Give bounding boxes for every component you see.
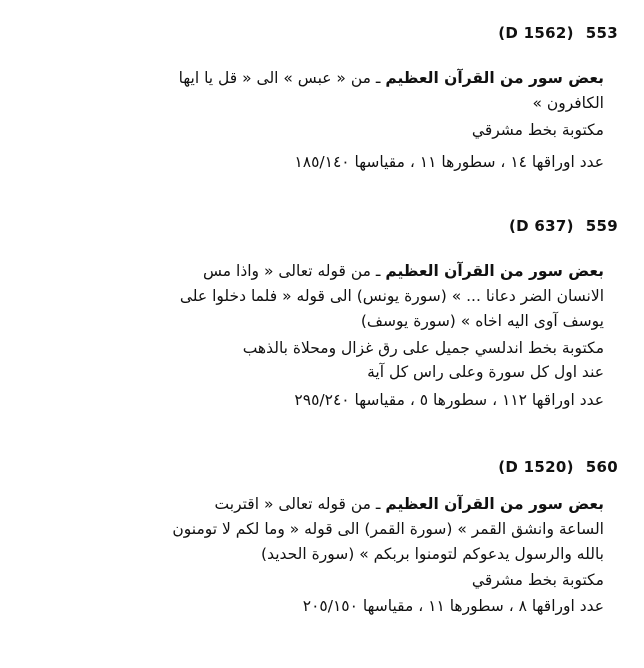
description-line: الكافرون »: [532, 94, 604, 112]
description-line: بالله والرسول يدعوكم لتومنوا بربكم » (سورة الحديد): [261, 545, 604, 563]
description-line: [215, 494, 604, 514]
entry-header: [498, 458, 618, 476]
physical-description: عدد اوراقها ١٤ ، سطورها ١١ ، مقياسها ١٨٥/١٤٠: [294, 153, 604, 171]
entry-title: بعض سور من القرآن العظيم: [385, 262, 604, 280]
script-description: مكتوبة بخط مشرقي: [471, 571, 604, 589]
shelfmark: (D 637): [508, 217, 574, 235]
script-description: مكتوبة بخط اندلسي جميل على رق غزال ومحلاة بالذهب: [242, 339, 604, 357]
entry-header: [509, 217, 618, 235]
entry-number: 559: [585, 217, 618, 235]
description-line: الساعة وانشق القمر » (سورة القمر) الى قوله « وما لكم لا تومنون: [172, 520, 604, 538]
description-text: ـ من « عبس » الى « قل يا ايها: [178, 69, 386, 87]
script-description: مكتوبة بخط مشرقي: [471, 121, 604, 139]
entry-number: 560: [585, 458, 618, 476]
description-line: [179, 68, 604, 88]
entry-number: 553: [585, 24, 618, 42]
entry-title: بعض سور من القرآن العظيم: [385, 69, 604, 87]
shelfmark: (D 1520): [498, 458, 574, 476]
description-line: [203, 261, 604, 281]
description-line: يوسف آوى اليه اخاه » (سورة يوسف): [360, 312, 604, 330]
description-text: ـ من قوله تعالى « اقتربت: [214, 495, 386, 513]
entry-title: بعض سور من القرآن العظيم: [385, 495, 604, 513]
description-text: ـ من قوله تعالى « واذا مس: [203, 262, 386, 280]
script-description: عند اول كل سورة وعلى راس كل آية: [367, 363, 604, 381]
entry-header: [498, 24, 618, 42]
physical-description: عدد اوراقها ٨ ، سطورها ١١ ، مقياسها ٢٠٥/١٥٠: [302, 597, 604, 615]
description-line: الانسان الضر دعانا ... » (سورة يونس) الى قوله « فلما دخلوا على: [179, 287, 604, 305]
physical-description: عدد اوراقها ١١٢ ، سطورها ٥ ، مقياسها ٢٩٥/٢٤٠: [294, 391, 604, 409]
shelfmark: (D 1562): [498, 24, 574, 42]
